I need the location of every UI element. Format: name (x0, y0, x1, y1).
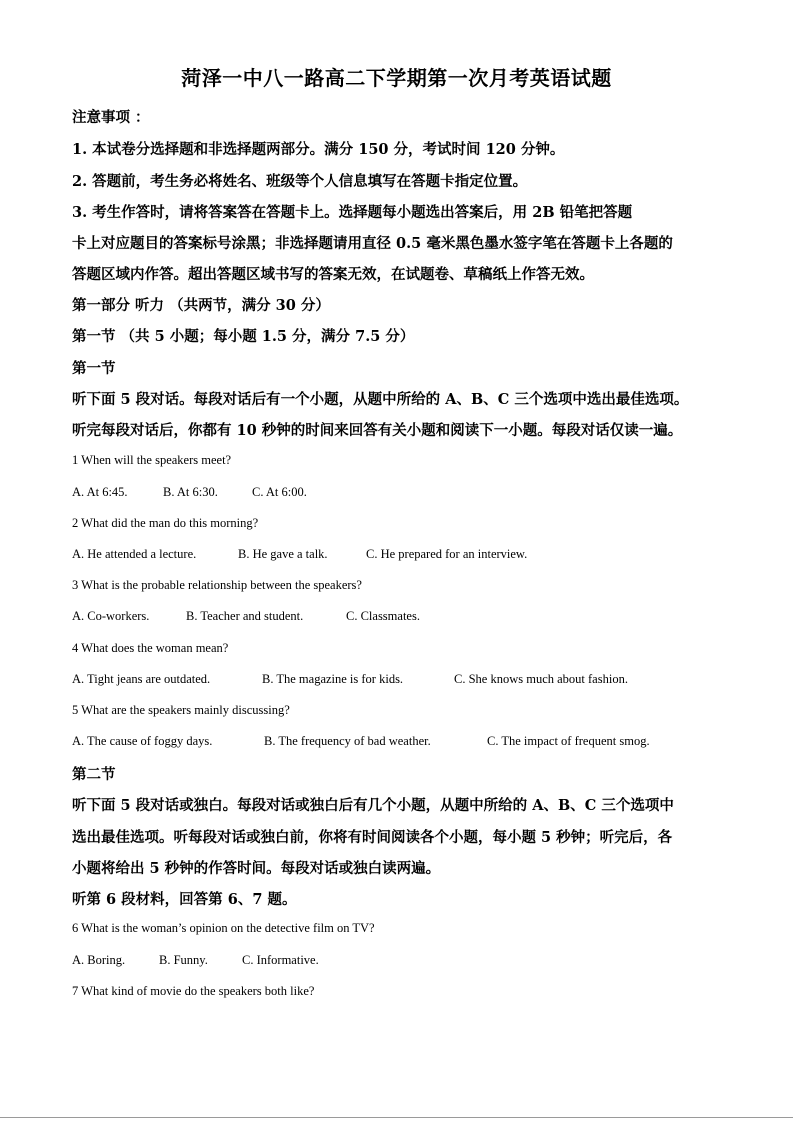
question-1: 1 When will the speakers meet? (72, 453, 232, 467)
question-5-options (72, 734, 650, 749)
question-5: 5 What are the speakers mainly discussing? (72, 703, 290, 717)
option-a: A. Boring. (72, 953, 126, 967)
notes-item-1: 1. 本试卷分选择题和非选择题两部分。满分 150 分，考试时间 120 分钟。 (72, 141, 565, 158)
section2-instructions-line-3: 小题将给出 5 秒钟的作答时间。每段对话或独白读两遍。 (72, 860, 441, 877)
option-c: C. She knows much about fashion. (454, 672, 628, 686)
option-c: C. Informative. (242, 953, 319, 967)
option-a: A. At 6:45. (72, 485, 128, 499)
option-c: C. The impact of frequent smog. (487, 734, 650, 748)
option-a: A. Co-workers. (72, 609, 150, 623)
notes-item-3-line-3: 答题区域内作答。超出答题区域书写的答案无效，在试题卷、草稿纸上作答无效。 (72, 266, 594, 283)
question-4: 4 What does the woman mean? (72, 641, 229, 655)
question-3: 3 What is the probable relationship between the speakers? (72, 578, 362, 592)
question-1-options (72, 485, 307, 500)
option-b: B. The magazine is for kids. (262, 672, 404, 686)
question-2: 2 What did the man do this morning? (72, 516, 259, 530)
page-bottom-rule (0, 1117, 793, 1118)
part1-heading: 第一部分 听力 （共两节，满分 30 分） (72, 297, 330, 314)
option-b: B. He gave a talk. (238, 547, 328, 561)
option-b: B. Funny. (159, 953, 208, 967)
notes-item-3-line-1: 3. 考生作答时，请将答案答在答题卡上。选择题每小题选出答案后，用 2B 铅笔把答题 (72, 204, 633, 221)
section2-instructions-line-1: 听下面 5 段对话或独白。每段对话或独白后有几个小题，从题中所给的 A、B、C 三个选项中 (72, 797, 674, 814)
section1-instructions-line-1: 听下面 5 段对话。每段对话后有一个小题，从题中所给的 A、B、C 三个选项中选出最佳选项。 (72, 391, 689, 408)
notes-item-3-line-2: 卡上对应题目的答案标号涂黑；非选择题请用直径 0.5 毫米黑色墨水签字笔在答题卡上各题的 (72, 235, 673, 252)
question-7: 7 What kind of movie do the speakers both like? (72, 984, 315, 998)
section1-label: 第一节 (72, 360, 116, 377)
question-3-options (72, 609, 420, 624)
option-b: B. At 6:30. (163, 485, 218, 499)
notes-heading: 注意事项 ： (72, 109, 150, 126)
section1-instructions-line-2: 听完每段对话后，你都有 10 秒钟的时间来回答有关小题和阅读下一小题。每段对话仅读一遍。 (72, 422, 683, 439)
option-b: B. The frequency of bad weather. (264, 734, 431, 748)
option-c: C. At 6:00. (252, 485, 307, 499)
option-a: A. The cause of foggy days. (72, 734, 213, 748)
section2-label: 第二节 (72, 766, 116, 783)
question-2-options (72, 547, 527, 562)
notes-item-2: 2. 答题前，考生务必将姓名、班级等个人信息填写在答题卡指定位置。 (72, 173, 528, 190)
question-6-options (72, 953, 319, 968)
section2-instructions-line-2: 选出最佳选项。听每段对话或独白前，你将有时间阅读各个小题，每小题 5 秒钟；听完后，各 (72, 829, 673, 846)
page-title: 菏泽一中八一路高二下学期第一次月考英语试题 (181, 66, 612, 90)
section1-heading: 第一节 （共 5 小题；每小题 1.5 分，满分 7.5 分） (72, 328, 415, 345)
option-c: C. Classmates. (346, 609, 420, 623)
material-6-heading: 听第 6 段材料，回答第 6、7 题。 (72, 891, 297, 908)
option-c: C. He prepared for an interview. (366, 547, 528, 561)
option-b: B. Teacher and student. (186, 609, 304, 623)
option-a: A. He attended a lecture. (72, 547, 197, 561)
question-4-options (72, 672, 628, 687)
option-a: A. Tight jeans are outdated. (72, 672, 211, 686)
question-6: 6 What is the woman’s opinion on the detective film on TV? (72, 921, 375, 935)
